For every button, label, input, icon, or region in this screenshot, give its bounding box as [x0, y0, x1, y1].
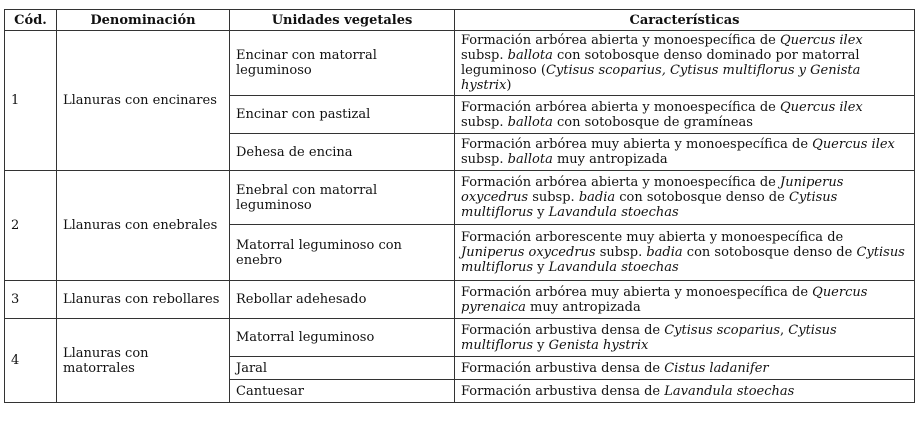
description-text: con sotobosque denso de [682, 245, 857, 260]
table-row [5, 281, 915, 319]
description-text: subsp. [461, 152, 508, 167]
species-name: Lavandula stoechas [548, 205, 679, 220]
header-vegetation-units: Unidades vegetales [230, 10, 455, 31]
species-name: Juniperus oxycedrus [461, 245, 596, 260]
table-body [5, 31, 915, 403]
description-text: Formación arbórea abierta y monoespecífica de [461, 175, 780, 190]
description-text: y [533, 205, 549, 220]
cell-vegetation-unit: Matorral leguminoso [230, 319, 455, 357]
species-name: ballota [507, 114, 553, 130]
cell-vegetation-unit: Cantuesar [230, 380, 455, 403]
description-text: ) [506, 78, 512, 93]
cell-characteristics [455, 96, 915, 134]
cell-characteristics [455, 380, 915, 403]
description-text: y [533, 337, 549, 353]
cell-denomination: Llanuras con encinares [57, 31, 230, 171]
cell-code: 4 [5, 319, 57, 403]
header-characteristics: Características [455, 10, 915, 31]
cell-vegetation-unit: Encinar con matorral leguminoso [230, 31, 455, 96]
species-name: Lavandula stoechas [548, 260, 679, 275]
header-row [5, 10, 915, 31]
species-name: Quercus pyrenaica [461, 284, 868, 315]
table-container [4, 9, 915, 403]
description-text: Formación arbustiva densa de [461, 383, 665, 399]
description-text: Formación arbórea muy abierta y monoespecífica de [461, 137, 813, 152]
description-text: muy antropizada [525, 299, 641, 315]
cell-characteristics [455, 357, 915, 380]
cell-denomination: Llanuras con rebollares [57, 281, 230, 319]
species-name: Quercus ilex [779, 99, 863, 115]
description-text: Formación arbórea muy abierta y monoespecífica de [461, 284, 813, 300]
species-name: Cytisus multiflorus [461, 245, 905, 275]
cell-characteristics [455, 225, 915, 281]
table-row [5, 31, 915, 96]
cell-code: 3 [5, 281, 57, 319]
description-text: Formación arbórea abierta y monoespecífica de [461, 99, 780, 115]
cell-code: 2 [5, 171, 57, 281]
description-text: y [533, 260, 549, 275]
species-name: Juniperus oxycedrus [461, 175, 844, 205]
species-name: Genista hystrix [548, 337, 649, 353]
cell-characteristics [455, 319, 915, 357]
description-text: con sotobosque denso dominado por matorral leguminoso ( [461, 48, 860, 78]
header-denomination: Denominación [57, 10, 230, 31]
species-name: Lavandula stoechas [664, 383, 795, 399]
species-name: Cytisus multiflorus [461, 322, 837, 353]
species-name: Cytisus scoparius [664, 322, 781, 338]
description-text: subsp. [461, 114, 508, 130]
cell-vegetation-unit: Matorral leguminoso con enebro [230, 225, 455, 281]
description-text: subsp. [461, 48, 508, 63]
description-text: Formación arborescente muy abierta y monoespecífica de [461, 230, 844, 245]
description-text: subsp. [528, 190, 579, 205]
cell-vegetation-unit: Rebollar adehesado [230, 281, 455, 319]
vegetation-units-table [4, 9, 915, 403]
table-row [5, 319, 915, 357]
cell-code: 1 [5, 31, 57, 171]
description-text: Formación arbórea abierta y monoespecífica de [461, 33, 780, 48]
description-text: , [780, 322, 789, 338]
description-text: Formación arbustiva densa de [461, 322, 665, 338]
cell-characteristics [455, 31, 915, 96]
description-text: Formación arbustiva densa de [461, 360, 665, 376]
cell-denomination: Llanuras con enebrales [57, 171, 230, 281]
species-name: Cytisus multiflorus [461, 190, 838, 220]
description-text: con sotobosque denso de [615, 190, 789, 205]
species-name: Quercus ilex [812, 137, 895, 152]
cell-denomination: Llanuras con matorrales [57, 319, 230, 403]
species-name: badia [646, 245, 683, 260]
species-name: ballota [507, 48, 553, 63]
cell-vegetation-unit: Dehesa de encina [230, 134, 455, 171]
cell-characteristics [455, 281, 915, 319]
species-name: Quercus ilex [779, 33, 863, 48]
species-name: Cistus ladanifer [664, 360, 769, 376]
cell-characteristics [455, 171, 915, 225]
species-name: Cytisus scoparius, Cytisus multiflorus y Genista hystrix [461, 63, 861, 93]
table-header [5, 10, 915, 31]
table-row [5, 171, 915, 225]
description-text: con sotobosque de gramíneas [552, 114, 753, 130]
cell-characteristics [455, 134, 915, 171]
cell-vegetation-unit: Enebral con matorral leguminoso [230, 171, 455, 225]
header-code: Cód. [5, 10, 57, 31]
species-name: ballota [507, 152, 553, 167]
description-text: muy antropizada [552, 152, 668, 167]
description-text: subsp. [595, 245, 647, 260]
cell-vegetation-unit: Jaral [230, 357, 455, 380]
species-name: badia [578, 190, 616, 205]
cell-vegetation-unit: Encinar con pastizal [230, 96, 455, 134]
